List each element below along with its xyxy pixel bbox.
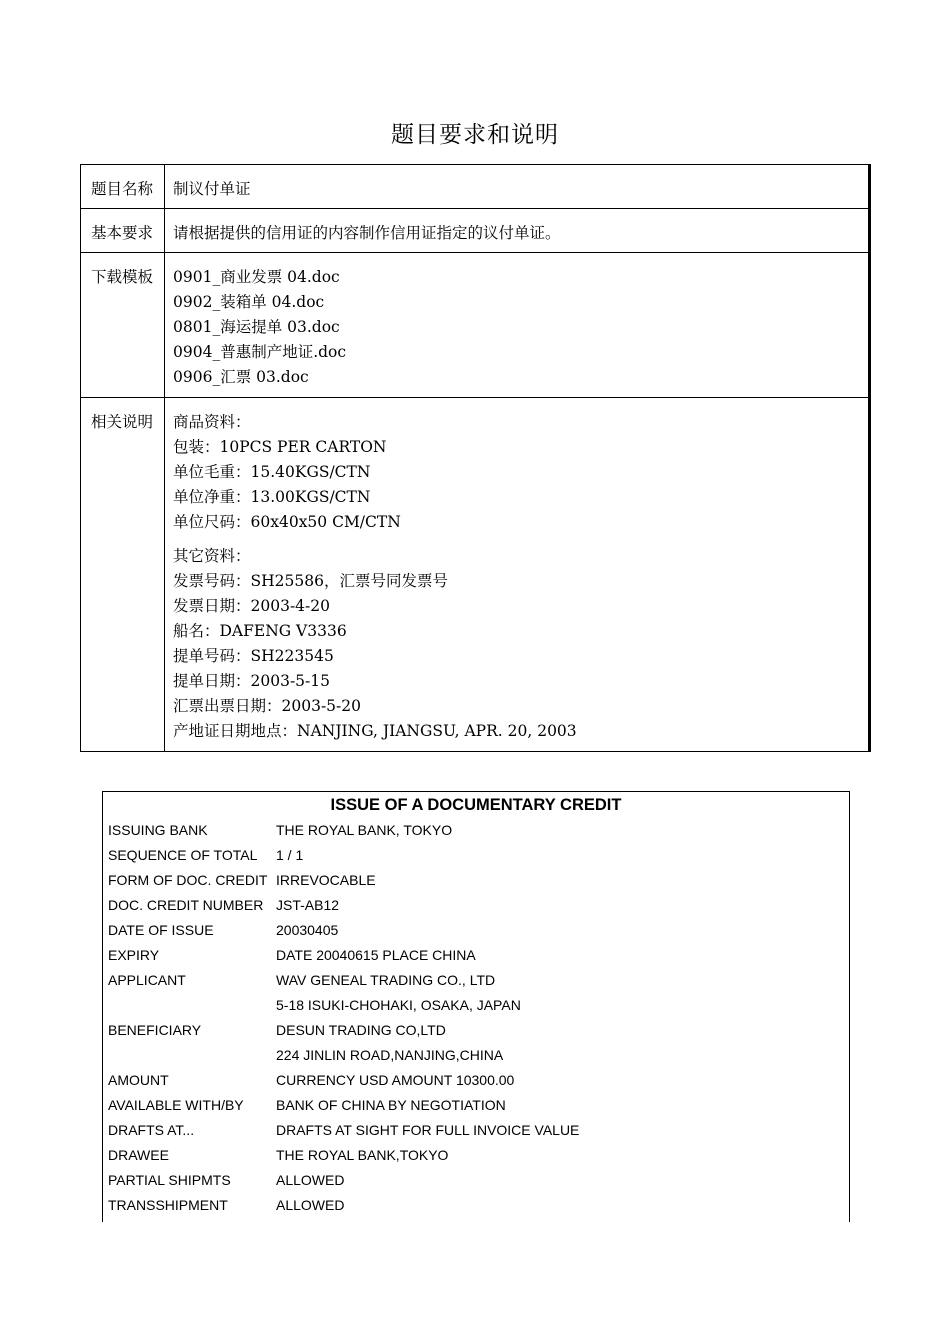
requirement-label: 下载模板 xyxy=(81,253,165,398)
credit-row xyxy=(103,993,849,1018)
template-file-link[interactable]: 0904_普惠制产地证.doc xyxy=(173,343,347,361)
credit-field-value: JST-AB12 xyxy=(276,897,340,913)
notes-content xyxy=(165,398,870,752)
other-line: 产地证日期地点：NANJING, JIANGSU, APR. 20, 2003 xyxy=(173,722,577,740)
requirements-table xyxy=(80,164,871,752)
requirement-label: 题目名称 xyxy=(81,165,165,209)
other-line: 船名：DAFENG V3336 xyxy=(173,622,347,640)
requirement-line: 请根据提供的信用证的内容制作信用证指定的议付单证。 xyxy=(173,224,561,242)
requirement-label: 相关说明 xyxy=(81,398,165,752)
credit-field-label: DATE OF ISSUE xyxy=(108,922,214,938)
credit-field-label: AMOUNT xyxy=(108,1072,169,1088)
credit-row xyxy=(103,1143,849,1168)
credit-field-value: ALLOWED xyxy=(276,1172,345,1188)
credit-row xyxy=(103,1118,849,1143)
credit-row xyxy=(103,818,849,843)
credit-row xyxy=(103,918,849,943)
credit-field-value: WAV GENEAL TRADING CO., LTD xyxy=(276,972,496,988)
credit-field-value: DATE 20040615 PLACE CHINA xyxy=(276,947,476,963)
credit-field-label xyxy=(103,993,276,1018)
credit-field-label: AVAILABLE WITH/BY xyxy=(108,1097,244,1113)
requirement-row-basic xyxy=(81,209,870,253)
credit-field-value: ALLOWED xyxy=(276,1197,345,1213)
template-file-link[interactable]: 0901_商业发票 04.doc xyxy=(173,268,340,286)
credit-field-value: IRREVOCABLE xyxy=(276,872,376,888)
goods-line: 单位毛重：15.40KGS/CTN xyxy=(173,463,371,481)
credit-field-label: SEQUENCE OF TOTAL xyxy=(108,847,258,863)
template-file-link[interactable]: 0906_汇票 03.doc xyxy=(173,368,309,386)
credit-row xyxy=(103,868,849,893)
requirement-value xyxy=(165,209,870,253)
credit-field-label xyxy=(103,1043,276,1068)
requirement-value xyxy=(165,165,870,209)
credit-field-value: THE ROYAL BANK,TOKYO xyxy=(276,1147,449,1163)
credit-row xyxy=(103,1168,849,1193)
template-file-link[interactable]: 0902_装箱单 04.doc xyxy=(173,293,325,311)
goods-heading: 商品资料： xyxy=(173,413,251,431)
credit-row xyxy=(103,1018,849,1043)
requirement-label: 基本要求 xyxy=(81,209,165,253)
letter-of-credit xyxy=(102,791,850,1222)
template-file-link[interactable]: 0801_海运提单 03.doc xyxy=(173,318,340,336)
credit-field-label: ISSUING BANK xyxy=(108,822,208,838)
credit-row xyxy=(103,893,849,918)
credit-field-value: 1 / 1 xyxy=(276,847,304,863)
goods-line: 单位尺码：60x40x50 CM/CTN xyxy=(173,513,401,531)
template-list xyxy=(165,253,870,398)
other-line: 提单号码：SH223545 xyxy=(173,647,334,665)
credit-field-value: CURRENCY USD AMOUNT 10300.00 xyxy=(276,1072,515,1088)
credit-field-value: 20030405 xyxy=(276,922,339,938)
credit-field-value: THE ROYAL BANK, TOKYO xyxy=(276,822,453,838)
credit-field-label: BENEFICIARY xyxy=(108,1022,202,1038)
other-line: 提单日期：2003-5-15 xyxy=(173,672,331,690)
credit-field-value: BANK OF CHINA BY NEGOTIATION xyxy=(276,1097,506,1113)
other-line: 发票日期：2003-4-20 xyxy=(173,597,331,615)
credit-field-label: APPLICANT xyxy=(108,972,186,988)
page-title: 题目要求和说明 xyxy=(391,122,559,148)
other-heading: 其它资料： xyxy=(173,547,251,565)
credit-field-label: PARTIAL SHIPMTS xyxy=(108,1172,231,1188)
credit-row xyxy=(103,1043,849,1068)
credit-field-label: DOC. CREDIT NUMBER xyxy=(108,897,264,913)
credit-field-label: EXPIRY xyxy=(108,947,160,963)
credit-row xyxy=(103,968,849,993)
requirement-line: 制议付单证 xyxy=(173,180,251,198)
goods-line: 单位净重：13.00KGS/CTN xyxy=(173,488,371,506)
credit-row xyxy=(103,1068,849,1093)
requirement-row-notes xyxy=(81,398,870,752)
credit-row xyxy=(103,1093,849,1118)
credit-row xyxy=(103,843,849,868)
credit-field-value: DRAFTS AT SIGHT FOR FULL INVOICE VALUE xyxy=(276,1122,580,1138)
requirement-row-templates xyxy=(81,253,870,398)
credit-field-label: DRAWEE xyxy=(108,1147,169,1163)
credit-field-value: DESUN TRADING CO,LTD xyxy=(276,1022,446,1038)
credit-row xyxy=(103,943,849,968)
goods-line: 包装：10PCS PER CARTON xyxy=(173,438,387,456)
credit-title: ISSUE OF A DOCUMENTARY CREDIT xyxy=(330,796,622,814)
credit-field-label: TRANSSHIPMENT xyxy=(108,1197,228,1213)
other-line: 汇票出票日期：2003-5-20 xyxy=(173,697,362,715)
credit-field-label: DRAFTS AT... xyxy=(108,1122,195,1138)
credit-field-value: 224 JINLIN ROAD,NANJING,CHINA xyxy=(276,1047,504,1063)
credit-field-label: FORM OF DOC. CREDIT xyxy=(108,872,268,888)
credit-field-value: 5-18 ISUKI-CHOHAKI, OSAKA, JAPAN xyxy=(276,997,521,1013)
other-line: 发票号码：SH25586，汇票号同发票号 xyxy=(173,572,448,590)
requirement-row-name xyxy=(81,165,870,209)
credit-row xyxy=(103,1193,849,1218)
